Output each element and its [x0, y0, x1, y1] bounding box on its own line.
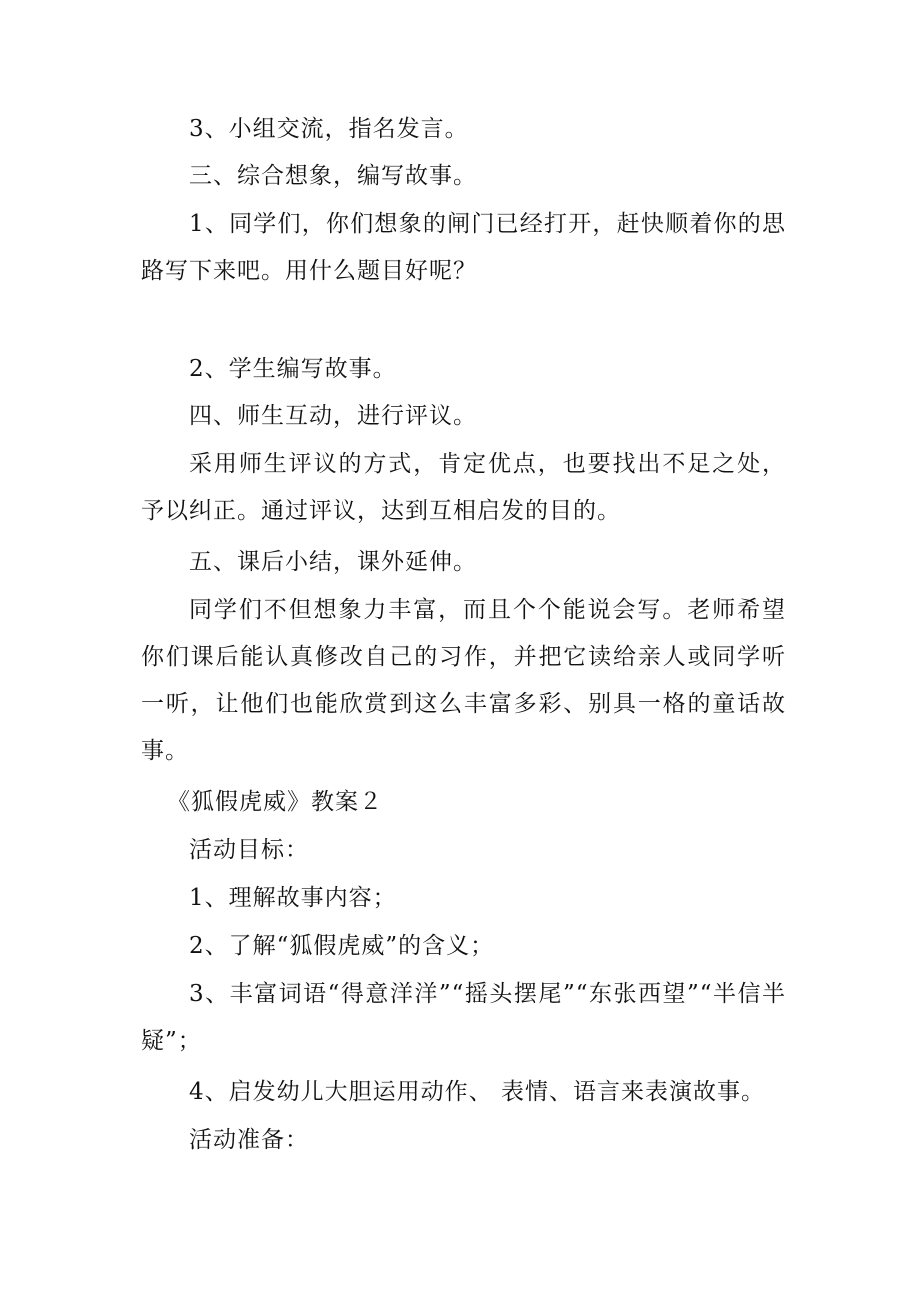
paragraph-group-exchange: 3、小组交流，指名发言。: [189, 116, 469, 142]
paragraph-summary: 同学们不但想象力丰富，而且个个能说会写。老师希望你们课后能认真修改自己的习作，并把它读给亲人或同学听一听，让他们也能欣赏到这么丰富多彩、别具一格的童话故事。: [141, 597, 786, 764]
heading-section-five: 五、课后小结，课外延伸。: [189, 549, 477, 575]
goal-item-3: 3、丰富词语“得意洋洋”“摇头摆尾”“东张西望”“半信半疑”；: [141, 981, 786, 1054]
goal-item-1: 1、理解故事内容；: [189, 885, 397, 911]
paragraph-students-write: 2、学生编写故事。: [189, 356, 397, 382]
paragraph-evaluation: 采用师生评议的方式，肯定优点，也要找出不足之处，予以纠正。通过评议，达到互相启发的目的。: [141, 451, 786, 524]
goal-item-4: 4、启发幼儿大胆运用动作、 表情、语言来表演故事。: [189, 1079, 765, 1105]
goal-item-2: 2、了解“狐假虎威”的含义；: [189, 933, 495, 959]
heading-activity-preparation: 活动准备：: [189, 1127, 309, 1153]
heading-section-four: 四、师生互动，进行评议。: [189, 403, 477, 429]
lesson-plan-title: 《狐假虎威》教案２: [167, 789, 383, 815]
paragraph-write-prompt: 1、同学们，你们想象的闸门已经打开，赶快顺着你的思路写下来吧。用什么题目好呢？: [141, 211, 786, 284]
heading-section-three: 三、综合想象，编写故事。: [189, 163, 477, 189]
heading-activity-goals: 活动目标：: [189, 837, 309, 863]
